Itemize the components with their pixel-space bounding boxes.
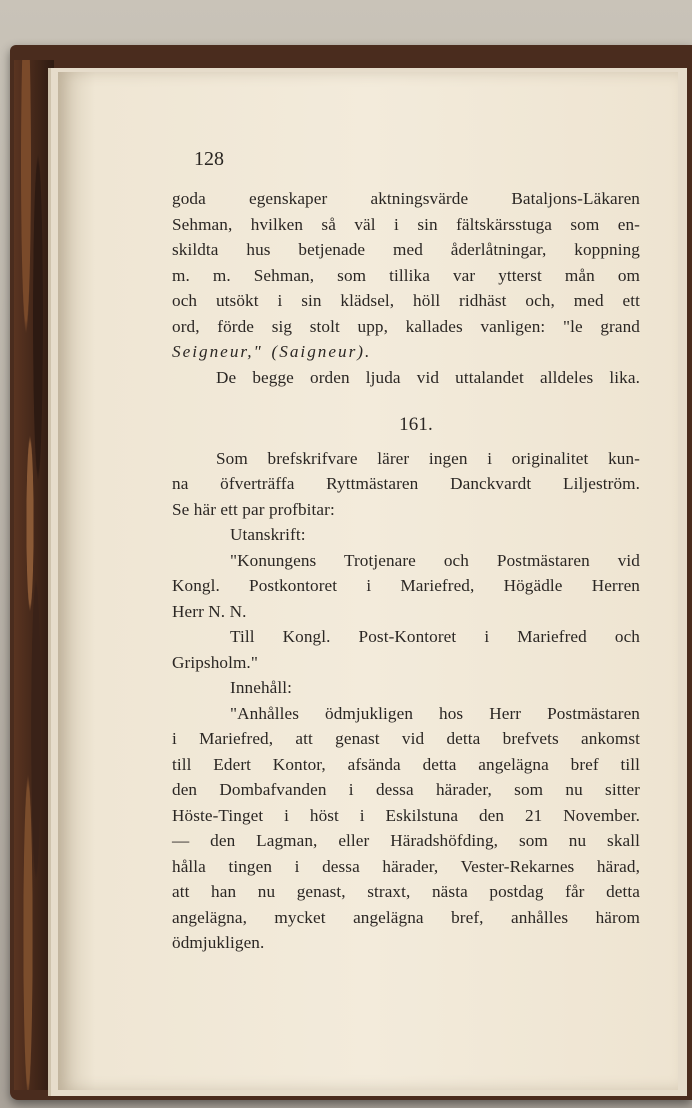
text-line: na öfverträffa Ryttmästaren Danckvardt Liljeström. — [172, 474, 640, 493]
text-line — [172, 339, 640, 365]
page-number: 128 — [194, 148, 224, 170]
text-line: Herr N. N. — [172, 601, 247, 621]
text-line: Utanskrift: — [230, 525, 306, 544]
text-line: att han nu genast, straxt, nästa postdag får detta — [172, 882, 640, 901]
text-line: ord, förde sig stolt upp, kallades vanligen: "le grand — [172, 316, 640, 336]
text-line: "Anhålles ödmjukligen hos Herr Postmästaren — [230, 703, 640, 723]
text-line: Kongl. Postkontoret i Mariefred, Högädle Herren — [172, 576, 640, 595]
italic-word: (Saigneur). — [271, 342, 372, 361]
text-line: Innehåll: — [230, 678, 292, 697]
text-line: Sehman, hvilken så väl i sin fältskärsstuga som en- — [172, 214, 640, 234]
text-line: "Konungens Trotjenare och Postmästaren vid — [230, 550, 640, 570]
italic-word: Seigneur," — [172, 342, 263, 361]
text-line: Som brefskrifvare lärer ingen i originalitet kun- — [216, 448, 640, 468]
text-line: m. m. Sehman, som tillika var ytterst mån om — [172, 265, 640, 285]
text-line: och utsökt i sin klädsel, höll ridhäst och, med ett — [172, 291, 640, 310]
section-number: 161. — [399, 414, 433, 435]
text-line: Gripsholm." — [172, 652, 258, 672]
text-line: angelägna, mycket angelägna bref, anhålles härom — [172, 907, 640, 927]
text-line: ödmjukligen. — [172, 933, 265, 952]
text-line: De begge orden ljuda vid uttalandet alldeles lika. — [216, 367, 640, 387]
text-line: Till Kongl. Post-Kontoret i Mariefred och — [230, 627, 640, 646]
text-line: hålla tingen i dessa härader, Vester-Rekarnes härad, — [172, 856, 640, 876]
text-line: i Mariefred, att genast vid detta brefvets ankomst — [172, 729, 640, 748]
text-line: till Edert Kontor, afsända detta angelägna bref till — [172, 754, 640, 774]
text-line: goda egenskaper aktningsvärde Bataljons-Läkaren — [172, 189, 640, 208]
text-line: skildta hus betjenade med åderlåtningar, koppning — [172, 240, 640, 259]
text-line: Höste-Tinget i höst i Eskilstuna den 21 November. — [172, 805, 640, 825]
text-line: — den Lagman, eller Häradshöfding, som nu skall — [172, 831, 640, 850]
page-text — [172, 186, 640, 956]
text-line: Se här ett par profbitar: — [172, 499, 335, 519]
text-line: den Dombafvanden i dessa härader, som nu sitter — [172, 780, 640, 799]
